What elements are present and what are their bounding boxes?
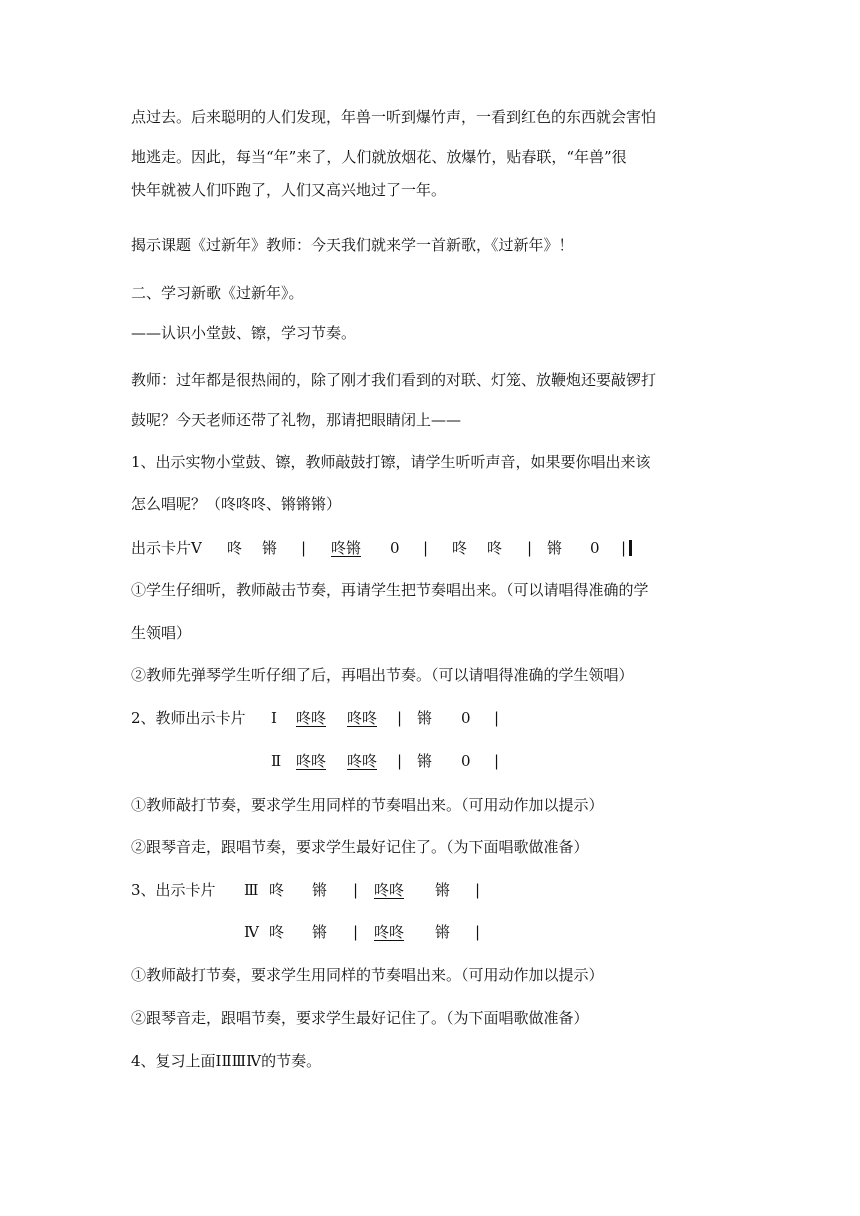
rhythm-bar: | bbox=[397, 752, 403, 770]
rhythm-token: 锵 bbox=[417, 752, 433, 770]
rhythm-token: 0 bbox=[461, 752, 471, 770]
rhythm-token: 咚 bbox=[227, 539, 243, 557]
rhythm-token: 锵 bbox=[435, 881, 451, 899]
card-iv-numeral: Ⅳ bbox=[244, 923, 259, 941]
step2-note-1: ①教师敲打节奏，要求学生用同样的节奏唱出来。（可用动作加以提示） bbox=[131, 796, 604, 814]
rhythm-token-underlined: 咚咚 bbox=[296, 709, 327, 727]
step1-note-2: 生领唱） bbox=[131, 624, 192, 642]
reveal-title-line: 揭示课题《过新年》教师：今天我们就来学一首新歌，《过新年》！ bbox=[131, 236, 574, 254]
rhythm-token: 锵 bbox=[312, 881, 328, 899]
card-ii-line bbox=[131, 751, 631, 771]
card-i-numeral: Ⅰ bbox=[271, 709, 277, 727]
step3-note-1: ①教师敲打节奏，要求学生用同样的节奏唱出来。（可用动作加以提示） bbox=[131, 966, 604, 984]
card-v-line bbox=[131, 538, 731, 558]
rhythm-bar: | bbox=[423, 539, 429, 557]
step1-note-1: ①学生仔细听，教师敲击节奏，再请学生把节奏唱出来。（可以请唱得准确的学 bbox=[131, 581, 649, 599]
story-line-3: 快年就被人们吓跑了，人们又高兴地过了一年。 bbox=[131, 181, 447, 199]
story-line-2: 地逃走。因此，每当“年”来了，人们就放烟花、放爆竹，贴春联，“年兽”很 bbox=[131, 148, 627, 166]
rhythm-token: 锵 bbox=[547, 539, 563, 557]
card-iii-label: 3、出示卡片 bbox=[131, 881, 216, 899]
step3-note-2: ②跟琴音走，跟唱节奏，要求学生最好记住了。（为下面唱歌做准备） bbox=[131, 1009, 589, 1027]
rhythm-token-underlined: 咚咚 bbox=[347, 709, 378, 727]
rhythm-token: 锵 bbox=[417, 709, 433, 727]
rhythm-bar: | bbox=[353, 881, 359, 899]
rhythm-bar: | bbox=[475, 923, 481, 941]
rhythm-bar: | bbox=[494, 752, 500, 770]
rhythm-bar: | bbox=[527, 539, 533, 557]
rhythm-token: 0 bbox=[390, 539, 400, 557]
rhythm-bar: | bbox=[301, 539, 307, 557]
card-iii-line bbox=[131, 880, 631, 900]
card-iv-line bbox=[131, 922, 631, 942]
end-barline bbox=[629, 540, 632, 556]
teacher-line-1: 教师：过年都是很热闹的，除了刚才我们看到的对联、灯笼、放鞭炮还要敲锣打 bbox=[131, 371, 657, 389]
rhythm-token: 锵 bbox=[262, 539, 278, 557]
step1-note-3: ②教师先弹琴学生听仔细了后，再唱出节奏。（可以请唱得准确的学生领唱） bbox=[131, 666, 634, 684]
rhythm-token: 0 bbox=[461, 709, 471, 727]
section-two-heading: 二、学习新歌《过新年》。 bbox=[131, 284, 304, 302]
rhythm-token-underlined: 咚咚 bbox=[374, 923, 405, 941]
rhythm-token: 锵 bbox=[435, 923, 451, 941]
card-iii-numeral: Ⅲ bbox=[244, 881, 259, 899]
card-v-label: 出示卡片Ⅴ bbox=[131, 539, 202, 557]
step1-line-1: 1、出示实物小堂鼓、镲，教师敲鼓打镲，请学生听听声音，如果要你唱出来该 bbox=[131, 453, 651, 471]
story-line-1: 点过去。后来聪明的人们发现，年兽一听到爆竹声，一看到红色的东西就会害怕 bbox=[131, 108, 657, 126]
rhythm-bar: | bbox=[494, 709, 500, 727]
rhythm-token: 锵 bbox=[312, 923, 328, 941]
rhythm-token: 咚 bbox=[487, 539, 503, 557]
rhythm-token-underlined: 咚咚 bbox=[374, 881, 405, 899]
rhythm-token: 咚 bbox=[269, 881, 285, 899]
rhythm-token: 咚 bbox=[269, 923, 285, 941]
sub-intro-line: ——认识小堂鼓、镲，学习节奏。 bbox=[131, 324, 357, 342]
rhythm-bar: | bbox=[397, 709, 403, 727]
card-i-line bbox=[131, 708, 631, 728]
rhythm-token: 咚 bbox=[452, 539, 468, 557]
step1-line-2: 怎么唱呢？（咚咚咚、锵锵锵） bbox=[131, 495, 342, 513]
rhythm-bar: | bbox=[475, 881, 481, 899]
rhythm-token: 0 bbox=[590, 539, 600, 557]
rhythm-token-underlined: 咚咚 bbox=[347, 752, 378, 770]
step4-line: 4、复习上面ⅠⅡⅢⅣ的节奏。 bbox=[131, 1052, 322, 1070]
rhythm-token-underlined: 咚咚 bbox=[296, 752, 327, 770]
step2-note-2: ②跟琴音走，跟唱节奏，要求学生最好记住了。（为下面唱歌做准备） bbox=[131, 838, 589, 856]
card-ii-numeral: Ⅱ bbox=[271, 752, 282, 770]
card-i-label: 2、教师出示卡片 bbox=[131, 709, 246, 727]
rhythm-bar: | bbox=[353, 923, 359, 941]
teacher-line-2: 鼓呢？今天老师还带了礼物，那请把眼睛闭上—— bbox=[131, 411, 462, 429]
rhythm-bar: | bbox=[621, 539, 627, 557]
rhythm-token-underlined: 咚锵 bbox=[331, 539, 362, 557]
